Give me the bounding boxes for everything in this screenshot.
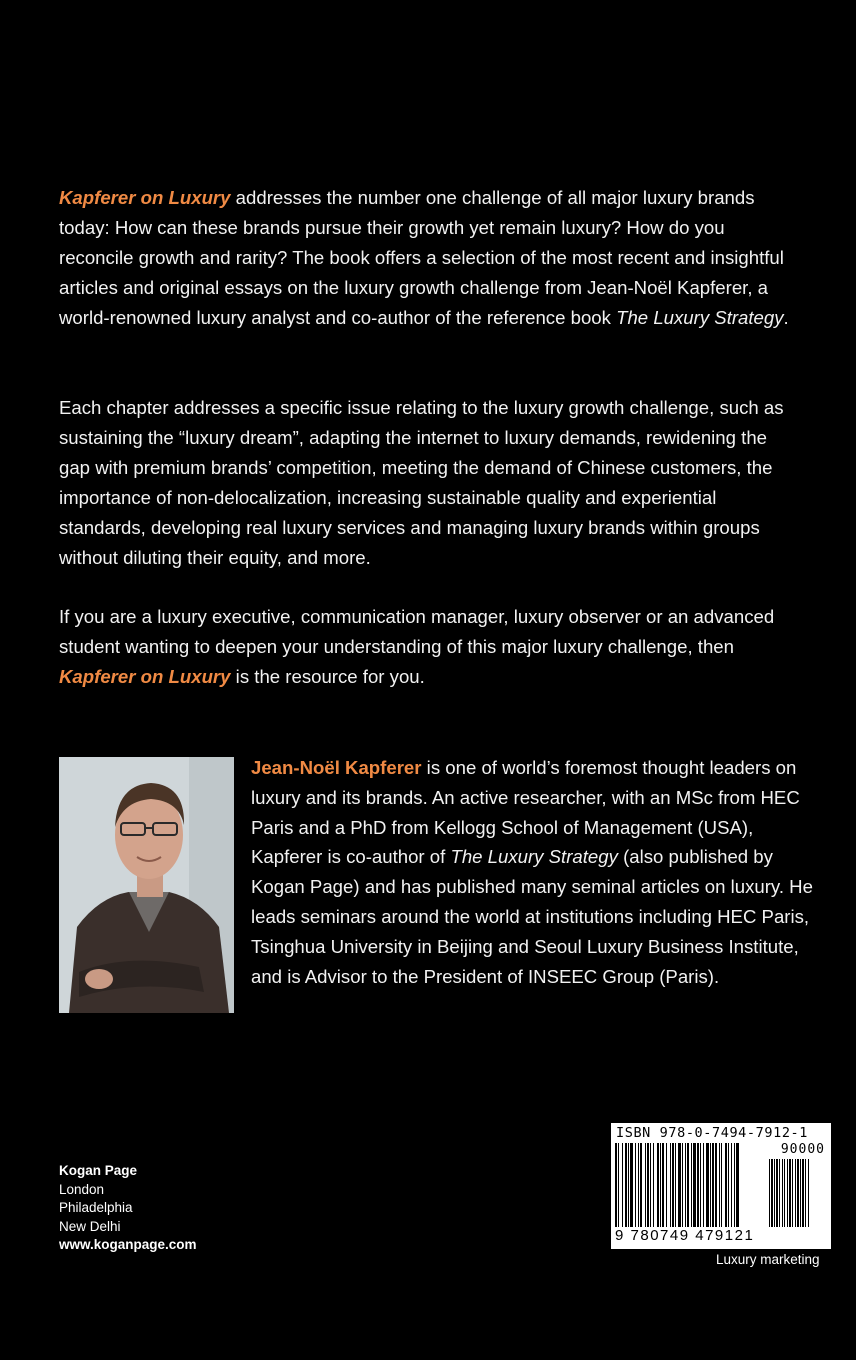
publisher-city: Philadelphia	[59, 1200, 133, 1216]
blurb-text: If you are a luxury executive, communication manager, luxury observer or an advanced student wanting to deepen your understanding of this major luxury challenge, then	[59, 606, 775, 657]
author-name: Jean-Noël Kapferer	[251, 757, 422, 778]
category-label: Luxury marketing	[716, 1252, 820, 1267]
publisher-city: New Delhi	[59, 1218, 121, 1234]
publisher-city: London	[59, 1181, 105, 1197]
blurb-paragraph-2: Each chapter addresses a specific issue relating to the luxury growth challenge, such as sustaining the “luxury dream”, adapting the internet to luxury demands, rewidening the gap with premium brands’ competition, meeting the demand of Chinese customers, the importance of non-delocalization, increasing sustainable quality and experiential standards, developing real luxury services and managing luxury brands within groups without diluting their equity, and more.	[59, 397, 784, 568]
reference-book-title: The Luxury Strategy	[616, 307, 784, 328]
author-photo	[59, 757, 234, 1013]
ean-digits: 9 780749 479121	[615, 1227, 827, 1244]
isbn-barcode	[611, 1123, 831, 1249]
blurb-text: addresses the number one challenge of all major luxury brands today: How can these brands pursue their growth yet remain luxury? How do you reconcile growth and rarity? The book offers a selection of the most recent and insightful articles and original essays on the luxury growth challenge from Jean-Noël Kapferer, a world-renowned luxury analyst and co-author of the reference book	[59, 187, 784, 328]
blurb-text: .	[783, 307, 789, 328]
publisher-website: www.koganpage.com	[59, 1237, 197, 1253]
publisher-name: Kogan Page	[59, 1163, 138, 1178]
author-bio	[251, 753, 821, 991]
author-book-title: The Luxury Strategy	[450, 846, 618, 868]
bio-text: (also published by Kogan Page) and has published many seminal articles on luxury. He leads seminars around the world at institutions including HEC Paris, Tsinghua University in Beijing and Seoul Luxury Business Institute, and is Advisor to the President of INSEEC Group (Paris).	[251, 846, 813, 987]
book-title: Kapferer on Luxury	[59, 187, 231, 208]
blurb-paragraph-1	[59, 183, 799, 333]
bio-text: is one of world’s foremost thought leaders on luxury and its brands. An active researcher, with an MSc from HEC Paris and a PhD from Kellogg School of Management (USA), Kapferer is co-author of	[251, 757, 800, 868]
blurb-text: is the resource for you.	[230, 666, 425, 687]
isbn-text: ISBN 978-0-7494-7912-1	[616, 1125, 809, 1141]
blurb-paragraph-3	[59, 602, 799, 692]
publisher-info	[59, 1162, 197, 1255]
book-title: Kapferer on Luxury	[59, 666, 231, 687]
price-code: 90000	[778, 1142, 825, 1157]
